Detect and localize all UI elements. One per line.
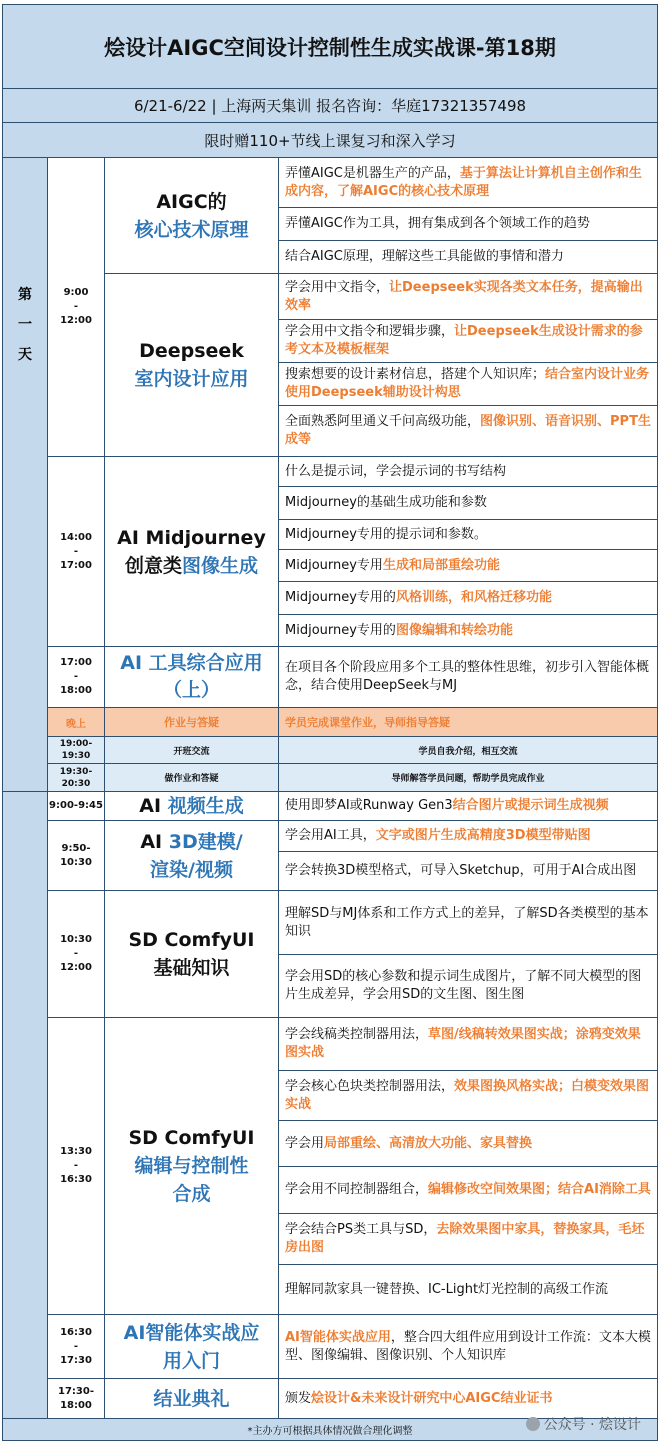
time-slot: 9:00-9:45 [48, 792, 105, 821]
wechat-icon [526, 1417, 540, 1431]
module-sd-control: SD ComfyUI 编辑与控制性 合成 [105, 1018, 279, 1315]
module-aigc [105, 158, 279, 274]
evening-desc: 学员完成课堂作业，导师指导答疑 [279, 708, 657, 737]
lesson-item: 在项目各个阶段应用多个工具的整体性思维，初步引入智能体概念，结合使用DeepSeek与MJ [279, 647, 657, 708]
module-title: AI Midjourney [117, 526, 266, 549]
module-subtitle: 创意类图像生成 [124, 554, 259, 577]
lesson-item: 理解SD与MJ体系和工作方式上的差异，了解SD各类模型的基本知识 [279, 891, 657, 955]
module-subtitle: 核心技术原理 [134, 218, 249, 241]
evening-row-desc: 学员自我介绍，相互交流 [279, 737, 657, 764]
wechat-watermark: 公众号 · 烩设计 [526, 1414, 641, 1434]
dates-contact: 6/21-6/22 | 上海两天集训 报名咨询：华庭17321357498 [3, 89, 657, 123]
day1-label: 第 一 天 [3, 158, 48, 792]
day2-label [3, 792, 48, 1419]
module-midjourney [105, 457, 279, 647]
module-ai-tools [105, 647, 279, 708]
evening-row-title: 做作业和答疑 [105, 764, 279, 792]
lesson-item: 学会线稿类控制器用法，草图/线稿转效果图实战；涂鸦变效果图实战 [279, 1018, 657, 1071]
evening-row-title: 开班交流 [105, 737, 279, 764]
evening-row-time: 19:30- 20:30 [48, 764, 105, 792]
module-sd-basics: SD ComfyUI 基础知识 [105, 891, 279, 1018]
lesson-item: 颁发烩设计&未来设计研究中心AIGC结业证书 [279, 1379, 657, 1419]
lesson-item: 学会用AI工具，文字或图片生成高精度3D模型带贴图 [279, 821, 657, 852]
lesson-item: Midjourney专用的图像编辑和转绘功能 [279, 615, 657, 647]
module-subtitle: （上） [162, 679, 220, 701]
lesson-item: 学会用SD的核心参数和提示词生成图片，了解不同大模型的图片生成差异，学会用SD的文生图、图生图 [279, 955, 657, 1018]
time-slot: 13:30 - 16:30 [48, 1018, 105, 1315]
lesson-item: 理解同款家具一键替换、IC-Light灯光控制的高级工作流 [279, 1265, 657, 1315]
lesson-item: 什么是提示词，学会提示词的书写结构 [279, 457, 657, 487]
module-title: Deepseek [139, 340, 244, 362]
time-slot: 16:30 - 17:30 [48, 1315, 105, 1379]
evening-time: 晚上 [48, 708, 105, 737]
lesson-item: Midjourney的基础生成功能和参数 [279, 487, 657, 520]
time-slot: 17:00 - 18:00 [48, 647, 105, 708]
lesson-item: 结合AIGC原理，理解这些工具能做的事情和潜力 [279, 241, 657, 274]
module-title: AI 工具综合应用 [120, 652, 263, 674]
lesson-item: 学会核心色块类控制器用法，效果图换风格实战；白模变效果图实战 [279, 1071, 657, 1121]
lesson-item: 学会用中文指令，让Deepseek实现各类文本任务，提高输出效率 [279, 274, 657, 320]
course-schedule [2, 4, 658, 1441]
page-title: 烩设计AIGC空间设计控制性生成实战课-第18期 [3, 5, 657, 89]
lesson-item: Midjourney专用的风格训练，和风格迁移功能 [279, 582, 657, 615]
module-deepseek [105, 274, 279, 457]
time-slot: 17:30- 18:00 [48, 1379, 105, 1419]
lesson-item: AI智能体实战应用，整合四大组件应用到设计工作流：文本大模型、图像编辑、图像识别、个人知识库 [279, 1315, 657, 1379]
lesson-item: 使用即梦AI或Runway Gen3结合图片或提示词生成视频 [279, 792, 657, 821]
footer-note: *主办方可根据具体情况做合理化调整 [3, 1419, 657, 1440]
module-3d: AI 3D建模/ 渲染/视频 [105, 821, 279, 891]
module-graduation: 结业典礼 [105, 1379, 279, 1419]
lesson-item: 学会转换3D模型格式，可导入Sketchup，可用于AI合成出图 [279, 852, 657, 891]
lesson-item: 学会结合PS类工具与SD，去除效果图中家具，替换家具，毛坯房出图 [279, 1214, 657, 1265]
time-slot: 14:00 - 17:00 [48, 457, 105, 647]
time-slot: 9:50- 10:30 [48, 821, 105, 891]
evening-row-time: 19:00- 19:30 [48, 737, 105, 764]
lesson-item: Midjourney专用生成和局部重绘功能 [279, 550, 657, 582]
lesson-item: 学会用中文指令和逻辑步骤，让Deepseek生成设计需求的参考文本及模板框架 [279, 320, 657, 363]
evening-title: 作业与答疑 [105, 708, 279, 737]
lesson-item: 搜索想要的设计素材信息，搭建个人知识库；结合室内设计业务使用Deepseek辅助设计构思 [279, 363, 657, 406]
lesson-item: Midjourney专用的提示词和参数。 [279, 520, 657, 550]
bonus-note: 限时赠110+节线上课复习和深入学习 [3, 123, 657, 158]
evening-row-desc: 导师解答学员问题，帮助学员完成作业 [279, 764, 657, 792]
lesson-item: 全面熟悉阿里通义千问高级功能，图像识别、语音识别、PPT生成等 [279, 406, 657, 457]
lesson-item: 弄懂AIGC作为工具，拥有集成到各个领域工作的趋势 [279, 208, 657, 241]
time-slot: 10:30 - 12:00 [48, 891, 105, 1018]
module-subtitle: 室内设计应用 [134, 368, 249, 390]
lesson-item: 弄懂AIGC是机器生产的产品，基于算法让计算机自主创作和生成内容，了解AIGC的核心技术原理 [279, 158, 657, 208]
module-title: AIGC的 [156, 190, 227, 213]
module-agent: AI智能体实战应 用入门 [105, 1315, 279, 1379]
module-video: AI 视频生成 [105, 792, 279, 821]
time-slot: 9:00 - 12:00 [48, 158, 105, 457]
lesson-item: 学会用局部重绘、高清放大功能、家具替换 [279, 1121, 657, 1167]
lesson-item: 学会用不同控制器组合，编辑修改空间效果图；结合AI消除工具 [279, 1167, 657, 1214]
